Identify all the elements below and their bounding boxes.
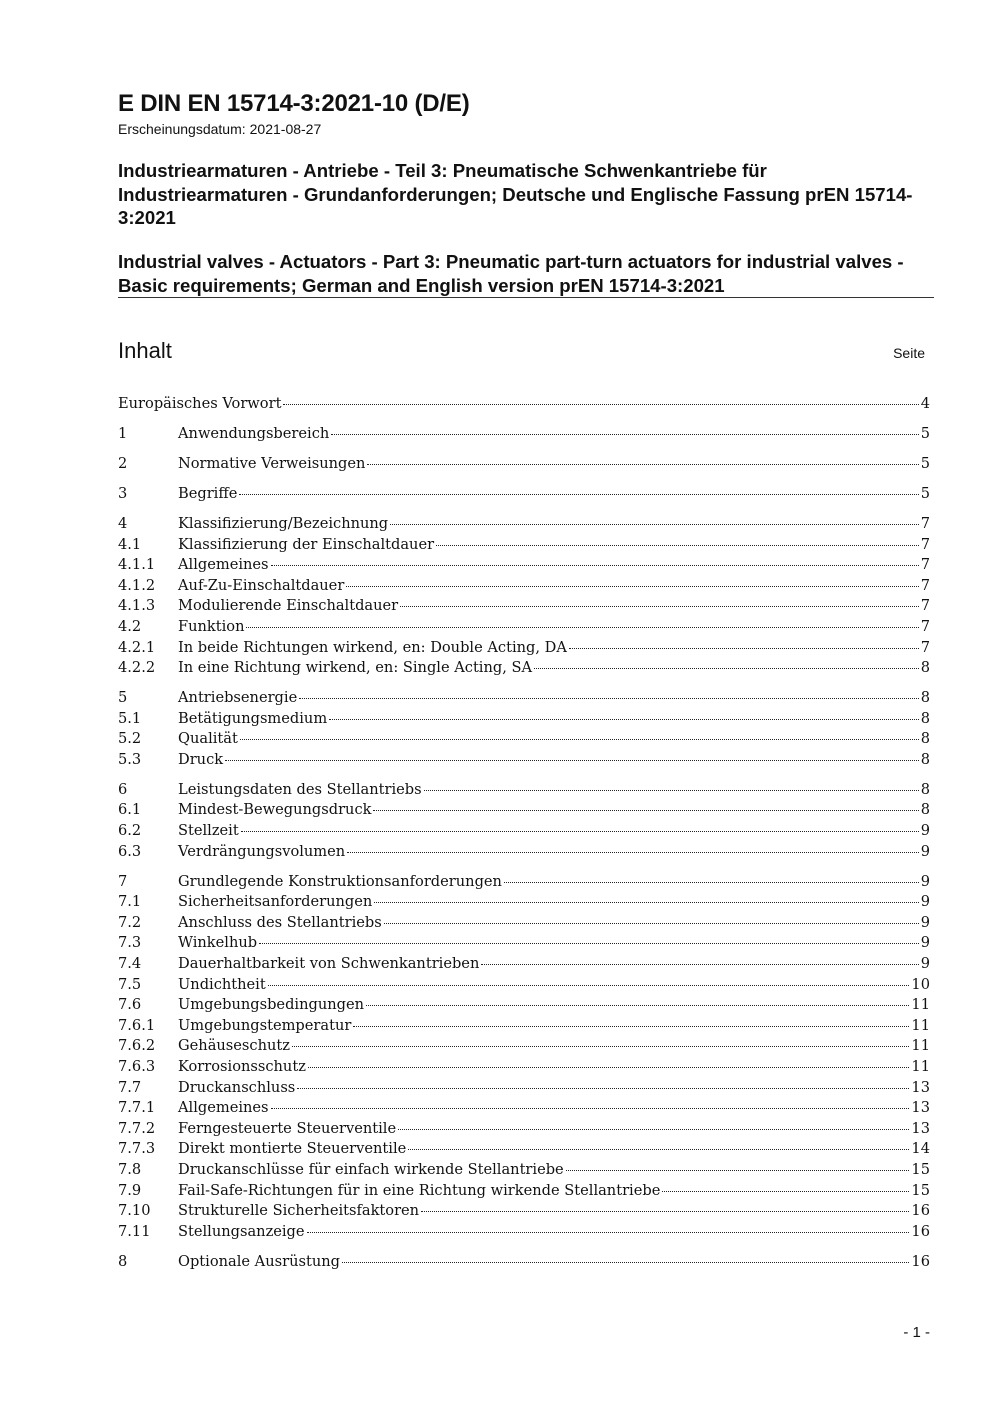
toc-dot-leader <box>504 882 919 883</box>
title-divider <box>118 297 934 298</box>
toc-dot-leader <box>534 668 919 669</box>
toc-entry-number: 7.2 <box>118 913 142 931</box>
toc-entry[interactable] <box>118 1037 930 1058</box>
toc-entry-page: 16 <box>911 1222 930 1240</box>
toc-entry[interactable] <box>118 1223 930 1244</box>
toc-dot-leader <box>436 545 919 546</box>
toc-entry-title: Modulierende Einschaltdauer <box>178 597 399 615</box>
toc-entry[interactable] <box>118 730 930 751</box>
toc-dot-leader <box>329 719 919 720</box>
toc-dot-leader <box>390 524 919 525</box>
toc-entry-title: Verdrängungsvolumen <box>178 842 346 860</box>
toc-entry-page: 9 <box>920 822 930 840</box>
toc-entry-page: 14 <box>911 1140 930 1158</box>
toc-entry-title: Druckanschluss <box>178 1078 296 1096</box>
toc-dot-leader <box>346 586 918 587</box>
toc-entry-page: 8 <box>920 730 930 748</box>
toc-entry[interactable] <box>118 751 930 772</box>
toc-entry-title: Anschluss des Stellantriebs <box>178 913 382 931</box>
toc-entry-title: Klassifizierung/Bezeichnung <box>178 514 389 532</box>
toc-entry[interactable] <box>118 1017 930 1038</box>
toc-entry-title: Funktion <box>178 617 245 635</box>
toc-entry-title: Undichtheit <box>178 975 266 993</box>
toc-entry[interactable] <box>118 556 930 577</box>
toc-entry[interactable] <box>118 1099 930 1120</box>
toc-entry-title: Grundlegende Konstruktionsanforderungen <box>178 872 502 890</box>
toc-entry[interactable] <box>118 1182 930 1203</box>
toc-entry[interactable] <box>118 976 930 997</box>
toc-dot-leader <box>384 923 919 924</box>
toc-entry-page: 9 <box>920 934 930 952</box>
toc-entry-page: 11 <box>911 1016 930 1034</box>
toc-dot-leader <box>421 1211 909 1212</box>
toc-entry[interactable] <box>118 455 930 476</box>
toc-dot-leader <box>374 902 918 903</box>
toc-entry-title: Betätigungsmedium <box>178 709 328 727</box>
toc-entry-title: Fail-Safe-Richtungen für in eine Richtung wirkende Stellantriebe <box>178 1181 661 1199</box>
toc-entry-number: 5.3 <box>118 750 142 768</box>
toc-entry-page: 9 <box>920 913 930 931</box>
toc-entry[interactable] <box>118 689 930 710</box>
toc-dot-leader <box>408 1149 909 1150</box>
toc-page-column-label: Seite <box>893 345 925 361</box>
toc-entry[interactable] <box>118 577 930 598</box>
toc-entry-title: Qualität <box>178 730 238 748</box>
toc-dot-leader <box>481 964 918 965</box>
toc-dot-leader <box>400 606 919 607</box>
toc-entry-number: 7.3 <box>118 934 142 952</box>
toc-entry-title: Umgebungstemperatur <box>178 1016 352 1034</box>
toc-dot-leader <box>225 760 919 761</box>
toc-entry-title: Stellzeit <box>178 822 239 840</box>
toc-entry-number: 7.7.3 <box>118 1140 156 1158</box>
toc-entry-page: 4 <box>920 395 930 412</box>
toc-entry-page: 5 <box>920 424 930 442</box>
toc-entry-page: 9 <box>920 872 930 890</box>
toc-entry-page: 9 <box>920 842 930 860</box>
toc-entry-number: 5 <box>118 689 128 707</box>
toc-entry-title: Anwendungsbereich <box>178 424 330 442</box>
toc-dot-leader <box>271 565 919 566</box>
title-german: Industriearmaturen - Antriebe - Teil 3: Pneumatische Schwenkantriebe für Industriearmaturen - Grundanforderungen; Deutsche und Englische Fassung prEN 15714-3:2021 <box>118 160 913 228</box>
toc-entry-page: 13 <box>911 1099 930 1117</box>
title-english: Industrial valves - Actuators - Part 3: Pneumatic part-turn actuators for industrial valves - Basic requirements; German and English version prEN 15714-3:2021 <box>118 251 904 296</box>
toc-entry-number: 6 <box>118 780 128 798</box>
toc-entry-title: Winkelhub <box>178 934 258 952</box>
toc-entry-number: 7.9 <box>118 1181 142 1199</box>
toc-dot-leader <box>367 464 918 465</box>
toc-entry[interactable] <box>118 1079 930 1100</box>
toc-entry-page: 8 <box>920 801 930 819</box>
publication-date-value: 2021-08-27 <box>249 121 322 137</box>
toc-entry-number: 7.10 <box>118 1202 151 1220</box>
toc-entry[interactable] <box>118 425 930 446</box>
toc-entry-number: 4 <box>118 514 128 532</box>
toc-entry-number: 7.5 <box>118 975 142 993</box>
toc-entry-page: 7 <box>920 617 930 635</box>
toc-entry-title: Mindest-Bewegungsdruck <box>178 801 372 819</box>
toc-dot-leader <box>271 1108 910 1109</box>
toc-dot-leader <box>308 1067 910 1068</box>
toc-entry[interactable] <box>118 1120 930 1141</box>
toc-entry-number: 4.1.2 <box>118 576 156 594</box>
toc-entry[interactable] <box>118 395 930 416</box>
toc-entry-title: Antriebsenergie <box>178 689 298 707</box>
toc-dot-leader <box>241 831 919 832</box>
toc-entry-number: 7.6.3 <box>118 1057 156 1075</box>
toc-entry-page: 13 <box>911 1078 930 1096</box>
toc-entry-number: 5.2 <box>118 730 142 748</box>
toc-entry-page: 7 <box>920 556 930 574</box>
toc-dot-leader <box>373 810 918 811</box>
toc-entry-title: Klassifizierung der Einschaltdauer <box>178 535 435 553</box>
toc-entry[interactable] <box>118 618 930 639</box>
toc-entry-page: 9 <box>920 954 930 972</box>
toc-dot-leader <box>307 1232 910 1233</box>
document-id: E DIN EN 15714-3:2021-10 (D/E) <box>118 90 470 117</box>
toc-entry[interactable] <box>118 914 930 935</box>
toc-entry-page: 8 <box>920 689 930 707</box>
toc-entry-number: 8 <box>118 1252 128 1270</box>
toc-entry-number: 2 <box>118 454 128 472</box>
toc-dot-leader <box>283 404 918 405</box>
toc-entry-number: 4.2.1 <box>118 638 156 656</box>
toc-entry-number: 4.1.1 <box>118 556 156 574</box>
toc-dot-leader <box>268 985 910 986</box>
toc-dot-leader <box>331 434 918 435</box>
toc-entry-title: Direkt montierte Steuerventile <box>178 1140 407 1158</box>
toc-entry-page: 8 <box>920 709 930 727</box>
toc-entry[interactable] <box>118 485 930 506</box>
toc-entry[interactable] <box>118 893 930 914</box>
toc-entry-title: Druck <box>178 750 224 768</box>
toc-entry-page: 8 <box>920 659 930 677</box>
toc-entry-title: Allgemeines <box>178 1099 269 1117</box>
toc-entry[interactable] <box>118 639 930 660</box>
toc-entry-title: Gehäuseschutz <box>178 1037 290 1055</box>
toc-entry-title: Allgemeines <box>178 556 269 574</box>
toc-entry-title: Ferngesteuerte Steuerventile <box>178 1119 397 1137</box>
toc-entry-page: 8 <box>920 750 930 768</box>
toc-entry-number: 7.7.2 <box>118 1119 156 1137</box>
table-of-contents <box>118 395 930 1273</box>
toc-entry-page: 7 <box>920 535 930 553</box>
toc-entry[interactable] <box>118 996 930 1017</box>
toc-entry[interactable] <box>118 1058 930 1079</box>
page-number: - 1 - <box>903 1324 930 1341</box>
toc-entry[interactable] <box>118 822 930 843</box>
toc-entry-number: 7.6.2 <box>118 1037 156 1055</box>
toc-entry-number: 5.1 <box>118 709 142 727</box>
toc-entry-page: 7 <box>920 514 930 532</box>
toc-entry[interactable] <box>118 873 930 894</box>
toc-entry-page: 10 <box>911 975 930 993</box>
toc-entry-title: Begriffe <box>178 484 238 502</box>
toc-entry[interactable] <box>118 955 930 976</box>
toc-dot-leader <box>259 943 919 944</box>
toc-entry-title: Leistungsdaten des Stellantriebs <box>178 780 422 798</box>
toc-entry-number: 4.1 <box>118 535 142 553</box>
toc-entry-number: 7 <box>118 872 128 890</box>
toc-dot-leader <box>353 1026 909 1027</box>
toc-entry[interactable] <box>118 1140 930 1161</box>
toc-entry-title: In eine Richtung wirkend, en: Single Acting, SA <box>178 659 533 677</box>
toc-entry-number: 7.6.1 <box>118 1016 156 1034</box>
toc-entry[interactable] <box>118 1202 930 1223</box>
toc-dot-leader <box>366 1005 909 1006</box>
publication-date-label: Erscheinungsdatum: <box>118 121 246 137</box>
toc-entry[interactable] <box>118 659 930 680</box>
toc-entry-title: In beide Richtungen wirkend, en: Double Acting, DA <box>178 638 567 656</box>
toc-entry-number: 3 <box>118 484 128 502</box>
toc-entry-number: 6.3 <box>118 842 142 860</box>
toc-entry-page: 7 <box>920 638 930 656</box>
toc-entry[interactable] <box>118 781 930 802</box>
toc-entry-number: 7.6 <box>118 996 142 1014</box>
toc-dot-leader <box>569 648 919 649</box>
toc-entry-title: Sicherheitsanforderungen <box>178 893 373 911</box>
toc-entry-page: 13 <box>911 1119 930 1137</box>
toc-dot-leader <box>566 1170 910 1171</box>
toc-entry[interactable] <box>118 1253 930 1274</box>
toc-entry-title: Umgebungsbedingungen <box>178 996 364 1014</box>
toc-dot-leader <box>398 1129 909 1130</box>
toc-dot-leader <box>292 1046 909 1047</box>
toc-entry-page: 5 <box>920 484 930 502</box>
toc-entry[interactable] <box>118 515 930 536</box>
toc-entry-title: Stellungsanzeige <box>178 1222 305 1240</box>
toc-entry-number: 6.1 <box>118 801 142 819</box>
toc-dot-leader <box>662 1191 909 1192</box>
toc-entry-title: Korrosionsschutz <box>178 1057 306 1075</box>
toc-entry-page: 7 <box>920 597 930 615</box>
toc-entry-page: 15 <box>911 1181 930 1199</box>
toc-entry-number: 4.2 <box>118 617 142 635</box>
toc-entry-title: Strukturelle Sicherheitsfaktoren <box>178 1202 420 1220</box>
toc-entry[interactable] <box>118 536 930 557</box>
toc-dot-leader <box>297 1088 909 1089</box>
toc-dot-leader <box>239 494 918 495</box>
toc-entry-title: Dauerhaltbarkeit von Schwenkantrieben <box>178 954 480 972</box>
toc-dot-leader <box>347 852 919 853</box>
toc-entry-number: 7.11 <box>118 1222 151 1240</box>
toc-dot-leader <box>299 698 918 699</box>
toc-entry-number: 6.2 <box>118 822 142 840</box>
toc-entry[interactable] <box>118 597 930 618</box>
toc-entry-number: 7.7.1 <box>118 1099 156 1117</box>
toc-entry[interactable] <box>118 801 930 822</box>
toc-entry-number: 4.1.3 <box>118 597 156 615</box>
toc-dot-leader <box>424 790 919 791</box>
toc-entry-page: 8 <box>920 780 930 798</box>
toc-entry-number: 7.1 <box>118 893 142 911</box>
toc-entry-title: Auf-Zu-Einschaltdauer <box>178 576 345 594</box>
toc-entry-page: 16 <box>911 1202 930 1220</box>
toc-entry-number: 7.7 <box>118 1078 142 1096</box>
toc-entry-page: 11 <box>911 1057 930 1075</box>
toc-entry-number: 4.2.2 <box>118 659 156 677</box>
toc-entry-title: Europäisches Vorwort <box>118 395 282 412</box>
publication-date <box>118 121 321 137</box>
toc-dot-leader <box>240 739 919 740</box>
toc-entry-number: 7.8 <box>118 1160 142 1178</box>
toc-entry[interactable] <box>118 934 930 955</box>
toc-entry-page: 15 <box>911 1160 930 1178</box>
toc-entry-title: Druckanschlüsse für einfach wirkende Stellantriebe <box>178 1160 564 1178</box>
toc-entry-page: 5 <box>920 454 930 472</box>
toc-dot-leader <box>246 627 918 628</box>
toc-entry-page: 11 <box>911 1037 930 1055</box>
toc-entry-title: Normative Verweisungen <box>178 454 366 472</box>
toc-entry[interactable] <box>118 710 930 731</box>
toc-entry-title: Optionale Ausrüstung <box>178 1252 340 1270</box>
toc-dot-leader <box>342 1262 909 1263</box>
toc-entry-number: 7.4 <box>118 954 142 972</box>
toc-entry-page: 7 <box>920 576 930 594</box>
toc-entry-page: 16 <box>911 1252 930 1270</box>
toc-entry[interactable] <box>118 1161 930 1182</box>
toc-entry-page: 9 <box>920 893 930 911</box>
toc-heading: Inhalt <box>118 338 172 363</box>
toc-entry-number: 1 <box>118 424 128 442</box>
toc-entry-page: 11 <box>911 996 930 1014</box>
toc-entry[interactable] <box>118 843 930 864</box>
